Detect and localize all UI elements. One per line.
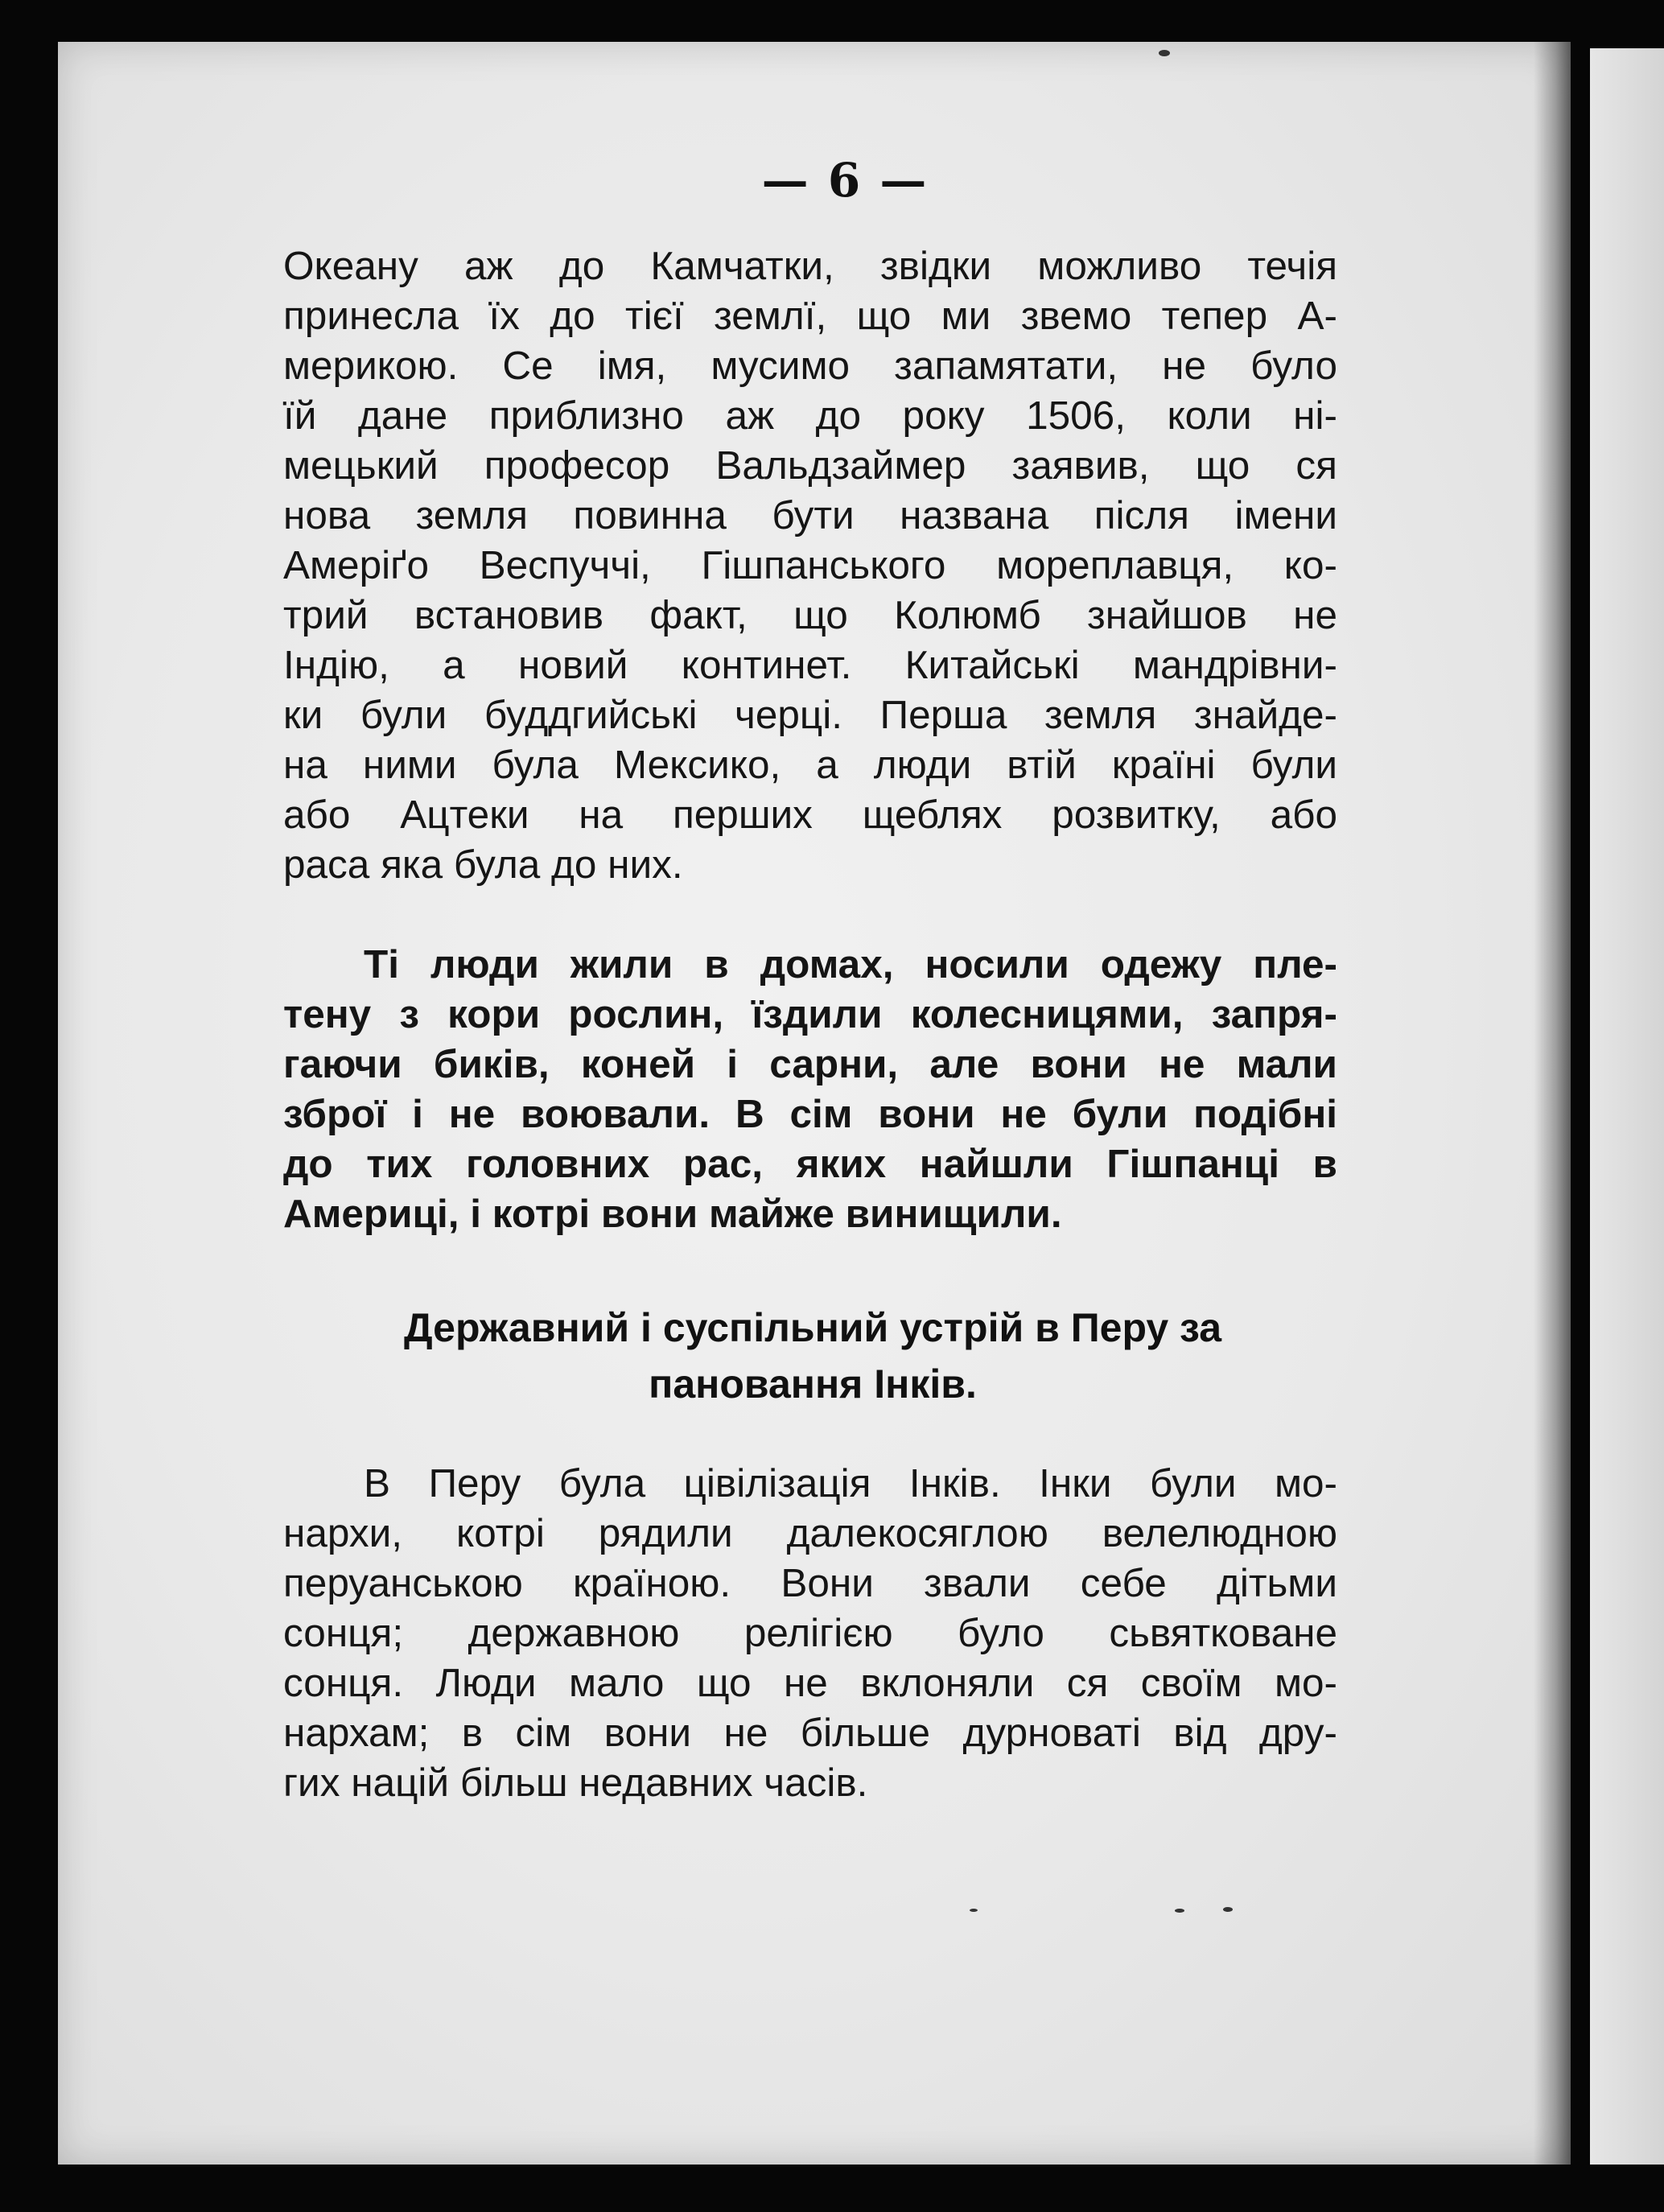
- text-line: мерикою. Се імя, мусимо запамятати, не було: [283, 344, 1337, 388]
- heading-line: пановання Інків.: [649, 1361, 977, 1407]
- text-line: гих націй більш недавних часів.: [283, 1761, 868, 1805]
- text-line: Індію, а новий континет. Китайські мандрівни-: [283, 643, 1337, 687]
- scan-speck: [1159, 50, 1170, 56]
- text-line: Амеріґо Веспуччі, Гішпанського мореплавця, ко-: [283, 543, 1337, 587]
- text-line: трий встановив факт, що Колюмб знайшов не: [283, 593, 1337, 637]
- text-line: до тих головних рас, яких найшли Гішпанці в: [283, 1142, 1337, 1186]
- text-line: на ними була Мексико, а люди втій країні були: [283, 743, 1337, 787]
- text-line: нархи, котрі рядили далекосяглою велелюдною: [283, 1511, 1337, 1555]
- text-line: тену з кори рослин, їздили колесницями, запря-: [283, 992, 1337, 1036]
- text-line: їй дане приблизно аж до року 1506, коли ні-: [283, 393, 1337, 438]
- paragraph-3: [283, 1459, 1337, 1808]
- text-line: або Ацтеки на перших щеблях розвитку, або: [283, 793, 1337, 837]
- text-line: зброї і не воювали. В сім вони не були подібні: [283, 1092, 1337, 1136]
- text-line: В Перу була цівілізація Інків. Інки були мо-: [364, 1461, 1337, 1506]
- paragraph-1: [283, 241, 1337, 890]
- text-line: перуанською країною. Вони звали себе дітьми: [283, 1561, 1337, 1605]
- text-line: принесла їх до тієї землї, що ми звемо тепер А-: [283, 294, 1337, 338]
- scan-speck: [970, 1909, 978, 1912]
- text-line: сонця. Люди мало що не вклоняли ся своїм мо-: [283, 1661, 1337, 1705]
- text-line: нархам; в сім вони не більше дурноваті від дру-: [283, 1711, 1337, 1755]
- text-line: Америці, і котрі вони майже винищили.: [283, 1192, 1062, 1236]
- adjacent-page-edge: [1590, 48, 1664, 2165]
- text-line: мецький професор Вальдзаймер заявив, що ся: [283, 443, 1337, 488]
- page-number: — 6 —: [761, 153, 929, 208]
- section-heading: [266, 1300, 1360, 1412]
- paragraph-2: [283, 940, 1337, 1239]
- text-line: раса яка була до них.: [283, 842, 683, 887]
- text-line: Океану аж до Камчатки, звідки можливо течія: [283, 244, 1337, 288]
- text-line: гаючи биків, коней і сарни, але вони не мали: [283, 1042, 1337, 1086]
- text-line: ки були буддгийські черці. Перша земля знайде-: [283, 693, 1337, 737]
- text-line: нова земля повинна бути названа після імени: [283, 493, 1337, 538]
- text-line: Ті люди жили в домах, носили одежу пле-: [364, 942, 1337, 987]
- text-line: сонця; державною релігією було сьвятковане: [283, 1611, 1337, 1655]
- scan-speck: [1223, 1907, 1233, 1912]
- heading-line: Державний і суспільний устрій в Перу за: [403, 1305, 1222, 1350]
- scan-speck: [1175, 1909, 1184, 1913]
